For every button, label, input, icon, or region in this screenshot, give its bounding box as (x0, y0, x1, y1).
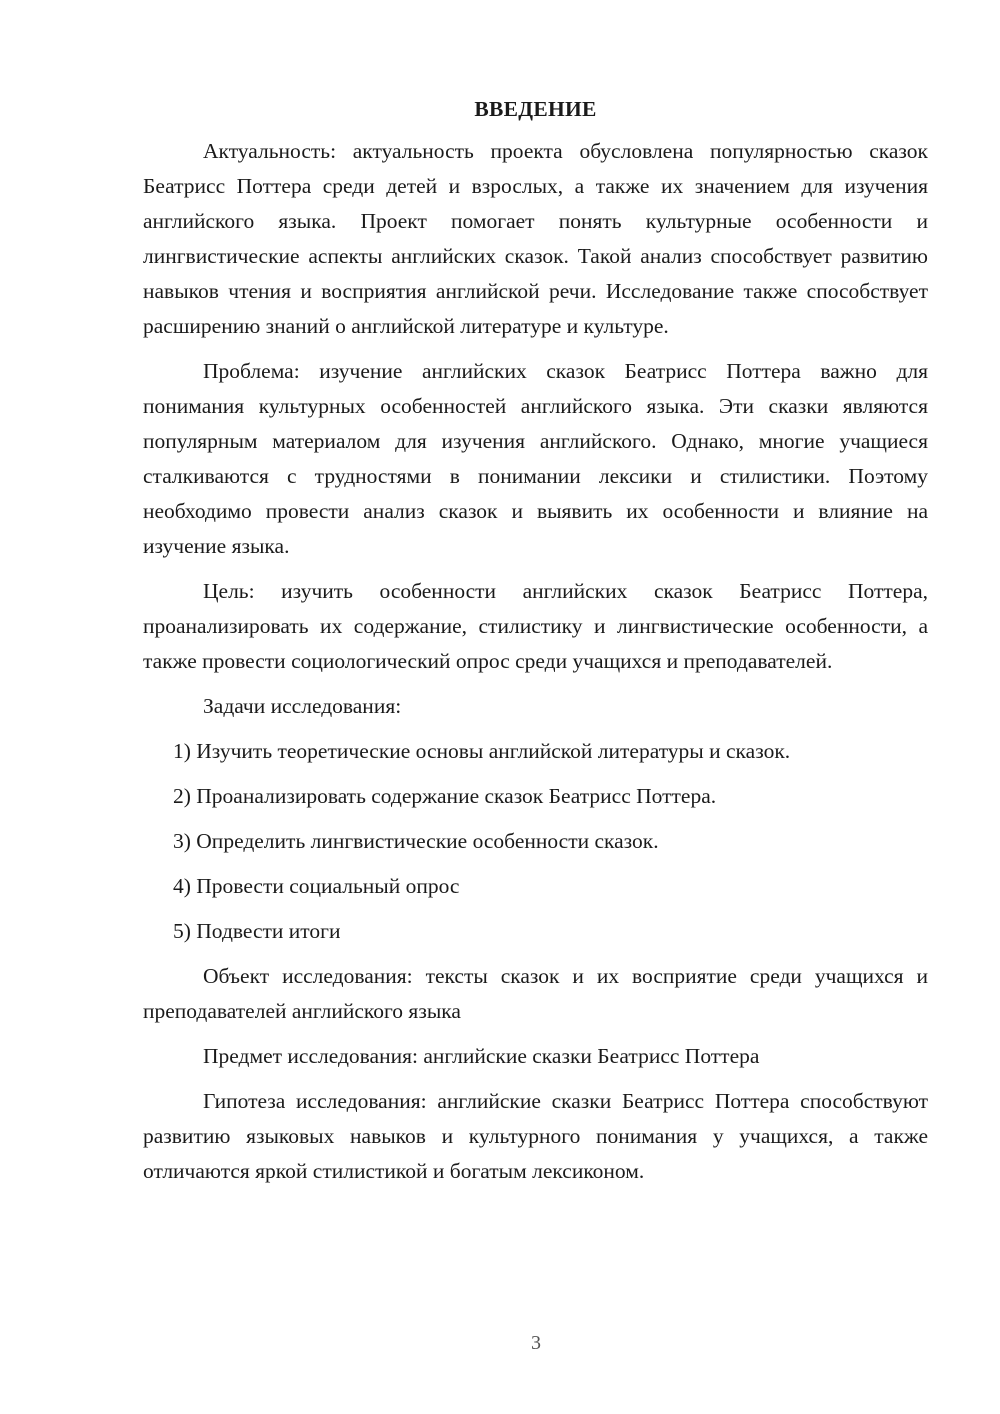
paragraph-object: Объект исследования: тексты сказок и их восприятие среди учащихся и преподавателей английского языка (143, 964, 928, 1023)
paragraph-subject: Предмет исследования: английские сказки Беатрисс Поттера (203, 1044, 760, 1068)
section-title: ВВЕДЕНИЕ (474, 97, 597, 121)
document-page (143, 92, 928, 1199)
task-item-5: 5) Подвести итоги (173, 919, 341, 943)
paragraph-relevance: Актуальность: актуальность проекта обусловлена популярностью сказок Беатрисс Поттера среди детей и взрослых, а также их значением для изучения английского языка. Проект помогает понять культурные особенности и лингвистические аспекты английских сказок. Такой анализ способствует развитию навыков чтения и восприятия английской речи. Исследование также способствует расширению знаний о английской литературе и культуре. (143, 139, 928, 338)
tasks-list (143, 734, 928, 949)
paragraph-problem: Проблема: изучение английских сказок Беатрисс Поттера важно для понимания культурных особенностей английского языка. Эти сказки являются популярным материалом для изучения английского. Однако, многие учащиеся сталкиваются с трудностями в понимании лексики и стилистики. Поэтому необходимо провести анализ сказок и выявить их особенности и влияние на изучение языка. (143, 359, 928, 558)
page-number: 3 (531, 1332, 541, 1354)
tasks-heading: Задачи исследования: (203, 694, 402, 718)
task-item-3: 3) Определить лингвистические особенности сказок. (173, 829, 659, 853)
paragraph-hypothesis: Гипотеза исследования: английские сказки Беатрисс Поттера способствуют развитию языковых навыков и культурного понимания у учащихся, а также отличаются яркой стилистикой и богатым лексиконом. (143, 1089, 928, 1183)
task-item-1: 1) Изучить теоретические основы английской литературы и сказок. (173, 739, 791, 763)
task-item-4: 4) Провести социальный опрос (173, 874, 460, 898)
task-item-2: 2) Проанализировать содержание сказок Беатрисс Поттера. (173, 784, 717, 808)
paragraph-goal: Цель: изучить особенности английских сказок Беатрисс Поттера, проанализировать их содержание, стилистику и лингвистические особенности, а также провести социологический опрос среди учащихся и преподавателей. (143, 579, 928, 673)
